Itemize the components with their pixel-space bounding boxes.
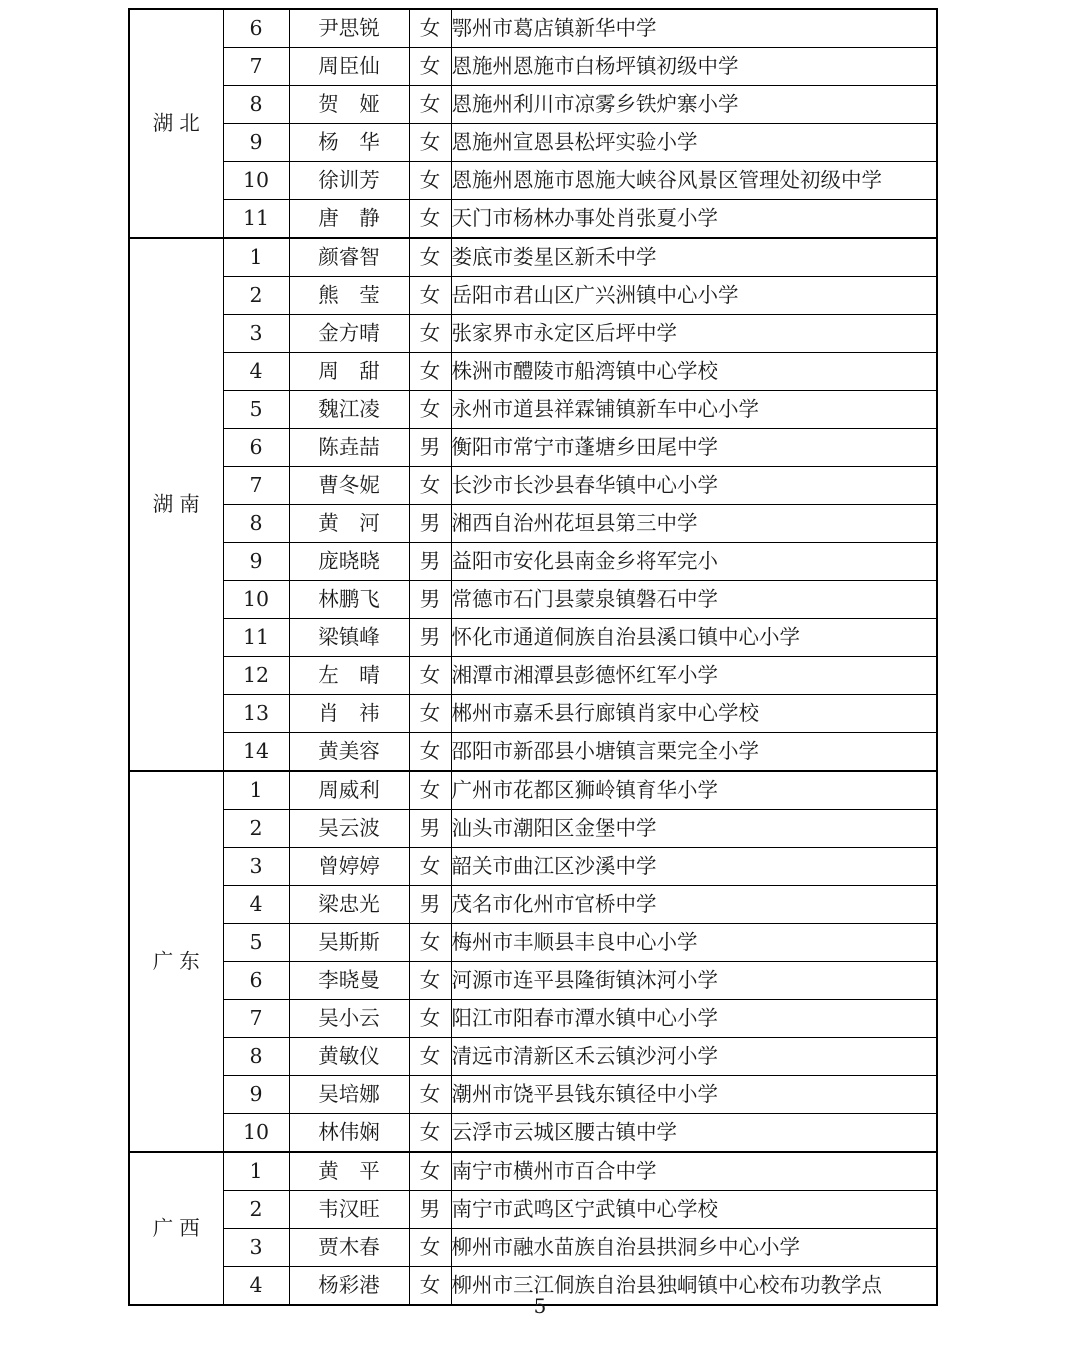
teacher-name-cell: 周 甜 (289, 353, 409, 391)
teacher-name-cell: 唐 静 (289, 200, 409, 239)
table-row (129, 162, 937, 200)
school-name-cell: 恩施州宣恩县松坪实验小学 (451, 124, 937, 162)
gender-cell: 女 (409, 315, 451, 353)
gender-cell: 女 (409, 848, 451, 886)
school-name-cell: 潮州市饶平县钱东镇径中小学 (451, 1076, 937, 1114)
teacher-name-cell: 吴斯斯 (289, 924, 409, 962)
school-name-cell: 株洲市醴陵市船湾镇中心学校 (451, 353, 937, 391)
gender-cell: 男 (409, 429, 451, 467)
gender-cell: 女 (409, 9, 451, 48)
table-row (129, 505, 937, 543)
table-row (129, 86, 937, 124)
gender-cell: 女 (409, 391, 451, 429)
teacher-name-cell: 林伟娴 (289, 1114, 409, 1153)
table-row (129, 1038, 937, 1076)
row-index-cell: 7 (223, 48, 289, 86)
table-row (129, 429, 937, 467)
school-name-cell: 韶关市曲江区沙溪中学 (451, 848, 937, 886)
school-name-cell: 河源市连平县隆街镇沐河小学 (451, 962, 937, 1000)
table-row (129, 810, 937, 848)
row-index-cell: 8 (223, 1038, 289, 1076)
gender-cell: 男 (409, 619, 451, 657)
table-row (129, 124, 937, 162)
teacher-name-cell: 熊 莹 (289, 277, 409, 315)
school-name-cell: 衡阳市常宁市蓬塘乡田尾中学 (451, 429, 937, 467)
gender-cell: 女 (409, 1000, 451, 1038)
table-row (129, 1229, 937, 1267)
school-name-cell: 南宁市横州市百合中学 (451, 1152, 937, 1191)
gender-cell: 男 (409, 1191, 451, 1229)
row-index-cell: 5 (223, 391, 289, 429)
row-index-cell: 4 (223, 886, 289, 924)
teacher-name-cell: 曾婷婷 (289, 848, 409, 886)
school-name-cell: 广州市花都区狮岭镇育华小学 (451, 771, 937, 810)
school-name-cell: 柳州市三江侗族自治县独峒镇中心校布功教学点 (451, 1267, 937, 1306)
teacher-name-cell: 陈垚喆 (289, 429, 409, 467)
row-index-cell: 3 (223, 315, 289, 353)
teacher-name-cell: 梁镇峰 (289, 619, 409, 657)
teacher-name-cell: 林鹏飞 (289, 581, 409, 619)
row-index-cell: 7 (223, 1000, 289, 1038)
teacher-name-cell: 周臣仙 (289, 48, 409, 86)
gender-cell: 女 (409, 1267, 451, 1306)
teacher-name-cell: 金方晴 (289, 315, 409, 353)
province-cell: 湖北 (129, 9, 223, 238)
row-index-cell: 3 (223, 1229, 289, 1267)
row-index-cell: 1 (223, 238, 289, 277)
teacher-name-cell: 贾木春 (289, 1229, 409, 1267)
row-index-cell: 8 (223, 86, 289, 124)
table-row (129, 695, 937, 733)
gender-cell: 女 (409, 657, 451, 695)
gender-cell: 男 (409, 886, 451, 924)
gender-cell: 男 (409, 810, 451, 848)
gender-cell: 女 (409, 695, 451, 733)
gender-cell: 女 (409, 353, 451, 391)
table-row (129, 353, 937, 391)
school-name-cell: 张家界市永定区后坪中学 (451, 315, 937, 353)
province-cell: 湖南 (129, 238, 223, 771)
gender-cell: 女 (409, 1152, 451, 1191)
school-name-cell: 汕头市潮阳区金堡中学 (451, 810, 937, 848)
teacher-name-cell: 左 晴 (289, 657, 409, 695)
school-name-cell: 长沙市长沙县春华镇中心小学 (451, 467, 937, 505)
school-name-cell: 湘西自治州花垣县第三中学 (451, 505, 937, 543)
row-index-cell: 1 (223, 1152, 289, 1191)
gender-cell: 女 (409, 86, 451, 124)
roster-table-body (129, 9, 937, 1305)
table-row (129, 733, 937, 772)
gender-cell: 女 (409, 48, 451, 86)
row-index-cell: 2 (223, 277, 289, 315)
teacher-name-cell: 吴云波 (289, 810, 409, 848)
gender-cell: 男 (409, 505, 451, 543)
school-name-cell: 天门市杨林办事处肖张夏小学 (451, 200, 937, 239)
row-index-cell: 6 (223, 9, 289, 48)
table-row (129, 1114, 937, 1153)
table-row (129, 771, 937, 810)
table-row (129, 886, 937, 924)
row-index-cell: 8 (223, 505, 289, 543)
row-index-cell: 4 (223, 353, 289, 391)
teacher-name-cell: 杨彩港 (289, 1267, 409, 1306)
teacher-name-cell: 黄 河 (289, 505, 409, 543)
gender-cell: 男 (409, 581, 451, 619)
school-name-cell: 恩施州利川市凉雾乡铁炉寨小学 (451, 86, 937, 124)
table-row (129, 924, 937, 962)
row-index-cell: 10 (223, 162, 289, 200)
row-index-cell: 10 (223, 581, 289, 619)
teacher-name-cell: 黄敏仪 (289, 1038, 409, 1076)
table-row (129, 277, 937, 315)
table-row (129, 848, 937, 886)
school-name-cell: 怀化市通道侗族自治县溪口镇中心小学 (451, 619, 937, 657)
province-cell: 广西 (129, 1152, 223, 1305)
teacher-name-cell: 吴小云 (289, 1000, 409, 1038)
school-name-cell: 岳阳市君山区广兴洲镇中心小学 (451, 277, 937, 315)
row-index-cell: 9 (223, 543, 289, 581)
table-row (129, 467, 937, 505)
school-name-cell: 郴州市嘉禾县行廊镇肖家中心学校 (451, 695, 937, 733)
teacher-name-cell: 贺 娅 (289, 86, 409, 124)
row-index-cell: 2 (223, 1191, 289, 1229)
teacher-name-cell: 庞晓晓 (289, 543, 409, 581)
gender-cell: 女 (409, 924, 451, 962)
school-name-cell: 恩施州恩施市恩施大峡谷风景区管理处初级中学 (451, 162, 937, 200)
teacher-name-cell: 黄美容 (289, 733, 409, 772)
school-name-cell: 南宁市武鸣区宁武镇中心学校 (451, 1191, 937, 1229)
row-index-cell: 11 (223, 619, 289, 657)
row-index-cell: 4 (223, 1267, 289, 1306)
table-row (129, 1152, 937, 1191)
teacher-name-cell: 徐训芳 (289, 162, 409, 200)
school-name-cell: 云浮市云城区腰古镇中学 (451, 1114, 937, 1153)
table-row (129, 657, 937, 695)
teacher-name-cell: 梁忠光 (289, 886, 409, 924)
table-row (129, 391, 937, 429)
row-index-cell: 9 (223, 124, 289, 162)
teacher-name-cell: 李晓曼 (289, 962, 409, 1000)
province-cell: 广东 (129, 771, 223, 1152)
teacher-name-cell: 肖 祎 (289, 695, 409, 733)
roster-table (128, 8, 938, 1306)
school-name-cell: 柳州市融水苗族自治县拱洞乡中心小学 (451, 1229, 937, 1267)
row-index-cell: 7 (223, 467, 289, 505)
teacher-name-cell: 魏江凌 (289, 391, 409, 429)
gender-cell: 女 (409, 200, 451, 239)
gender-cell: 男 (409, 543, 451, 581)
school-name-cell: 益阳市安化县南金乡将军完小 (451, 543, 937, 581)
table-row (129, 619, 937, 657)
row-index-cell: 6 (223, 429, 289, 467)
school-name-cell: 永州市道县祥霖铺镇新车中心小学 (451, 391, 937, 429)
teacher-name-cell: 颜睿智 (289, 238, 409, 277)
row-index-cell: 1 (223, 771, 289, 810)
teacher-name-cell: 曹冬妮 (289, 467, 409, 505)
table-row (129, 48, 937, 86)
gender-cell: 女 (409, 1114, 451, 1153)
table-row (129, 1191, 937, 1229)
row-index-cell: 9 (223, 1076, 289, 1114)
teacher-name-cell: 吴培娜 (289, 1076, 409, 1114)
row-index-cell: 10 (223, 1114, 289, 1153)
school-name-cell: 常德市石门县蒙泉镇磐石中学 (451, 581, 937, 619)
gender-cell: 女 (409, 733, 451, 772)
table-row (129, 962, 937, 1000)
table-row (129, 238, 937, 277)
row-index-cell: 11 (223, 200, 289, 239)
gender-cell: 女 (409, 124, 451, 162)
school-name-cell: 邵阳市新邵县小塘镇言栗完全小学 (451, 733, 937, 772)
school-name-cell: 清远市清新区禾云镇沙河小学 (451, 1038, 937, 1076)
table-row (129, 581, 937, 619)
row-index-cell: 5 (223, 924, 289, 962)
school-name-cell: 梅州市丰顺县丰良中心小学 (451, 924, 937, 962)
gender-cell: 女 (409, 238, 451, 277)
row-index-cell: 6 (223, 962, 289, 1000)
school-name-cell: 娄底市娄星区新禾中学 (451, 238, 937, 277)
table-row (129, 200, 937, 239)
gender-cell: 女 (409, 162, 451, 200)
school-name-cell: 湘潭市湘潭县彭德怀红军小学 (451, 657, 937, 695)
row-index-cell: 12 (223, 657, 289, 695)
school-name-cell: 恩施州恩施市白杨坪镇初级中学 (451, 48, 937, 86)
teacher-name-cell: 尹思锐 (289, 9, 409, 48)
gender-cell: 女 (409, 1038, 451, 1076)
table-row (129, 9, 937, 48)
table-row (129, 1000, 937, 1038)
teacher-name-cell: 杨 华 (289, 124, 409, 162)
gender-cell: 女 (409, 467, 451, 505)
school-name-cell: 茂名市化州市官桥中学 (451, 886, 937, 924)
gender-cell: 女 (409, 771, 451, 810)
gender-cell: 女 (409, 962, 451, 1000)
row-index-cell: 3 (223, 848, 289, 886)
school-name-cell: 阳江市阳春市潭水镇中心小学 (451, 1000, 937, 1038)
teacher-name-cell: 周威利 (289, 771, 409, 810)
school-name-cell: 鄂州市葛店镇新华中学 (451, 9, 937, 48)
teacher-name-cell: 黄 平 (289, 1152, 409, 1191)
table-row (129, 315, 937, 353)
gender-cell: 女 (409, 1229, 451, 1267)
page-number: 5 (533, 1294, 547, 1318)
table-row (129, 543, 937, 581)
roster-table-container (128, 8, 936, 1306)
row-index-cell: 2 (223, 810, 289, 848)
table-row (129, 1076, 937, 1114)
teacher-name-cell: 韦汉旺 (289, 1191, 409, 1229)
gender-cell: 女 (409, 277, 451, 315)
gender-cell: 女 (409, 1076, 451, 1114)
row-index-cell: 14 (223, 733, 289, 772)
row-index-cell: 13 (223, 695, 289, 733)
